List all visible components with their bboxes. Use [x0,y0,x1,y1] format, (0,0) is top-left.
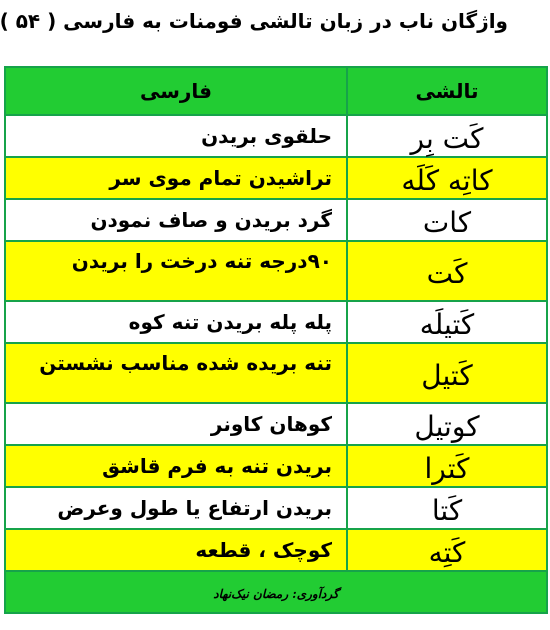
talshi-word: کَتا [347,487,547,529]
farsi-meaning: پله پله بریدن تنه کوه [5,301,347,343]
farsi-meaning: بریدن تنه به فرم قاشق [5,445,347,487]
footer-cell [5,571,547,613]
talshi-word: کَترا [347,445,547,487]
table-row [5,199,547,241]
table-row [5,157,547,199]
talshi-word: کوتیل [347,403,547,445]
farsi-meaning: تراشیدن تمام موی سر [5,157,347,199]
page-title: واژگان ناب در زبان تالشی فومنات به فارسی ( ۵۴ ) [0,9,508,33]
talshi-word: کَت بِر [347,115,547,157]
farsi-meaning: کوچک ، قطعه [5,529,347,571]
farsi-meaning: گرد بریدن و صاف نمودن [5,199,347,241]
table-header-row [5,67,547,115]
table-row [5,529,547,571]
table-footer-row [5,571,547,613]
header-farsi: فارسی [5,67,347,115]
table-row [5,343,547,403]
credit-text: گردآوری: رمضان نیک‌نهاد [213,586,339,601]
farsi-meaning: حلقوی بریدن [5,115,347,157]
talshi-word: کات [347,199,547,241]
farsi-meaning: تنه بریده شده مناسب نشستن [5,343,347,403]
talshi-word: کَت [347,241,547,301]
farsi-meaning: ۹۰درجه تنه درخت را بریدن [5,241,347,301]
header-talshi: تالشی [347,67,547,115]
table-row [5,487,547,529]
talshi-word: کَتیلَه [347,301,547,343]
table-row [5,241,547,301]
table-row [5,115,547,157]
talshi-word: کَتِه [347,529,547,571]
talshi-word: کاتِه کَلَه [347,157,547,199]
vocabulary-table [4,66,548,614]
table-row [5,301,547,343]
table-row [5,403,547,445]
table-row [5,445,547,487]
talshi-word: کَتیل [347,343,547,403]
farsi-meaning: کوهان کاونر [5,403,347,445]
farsi-meaning: بریدن ارتفاع یا طول وعرض [5,487,347,529]
